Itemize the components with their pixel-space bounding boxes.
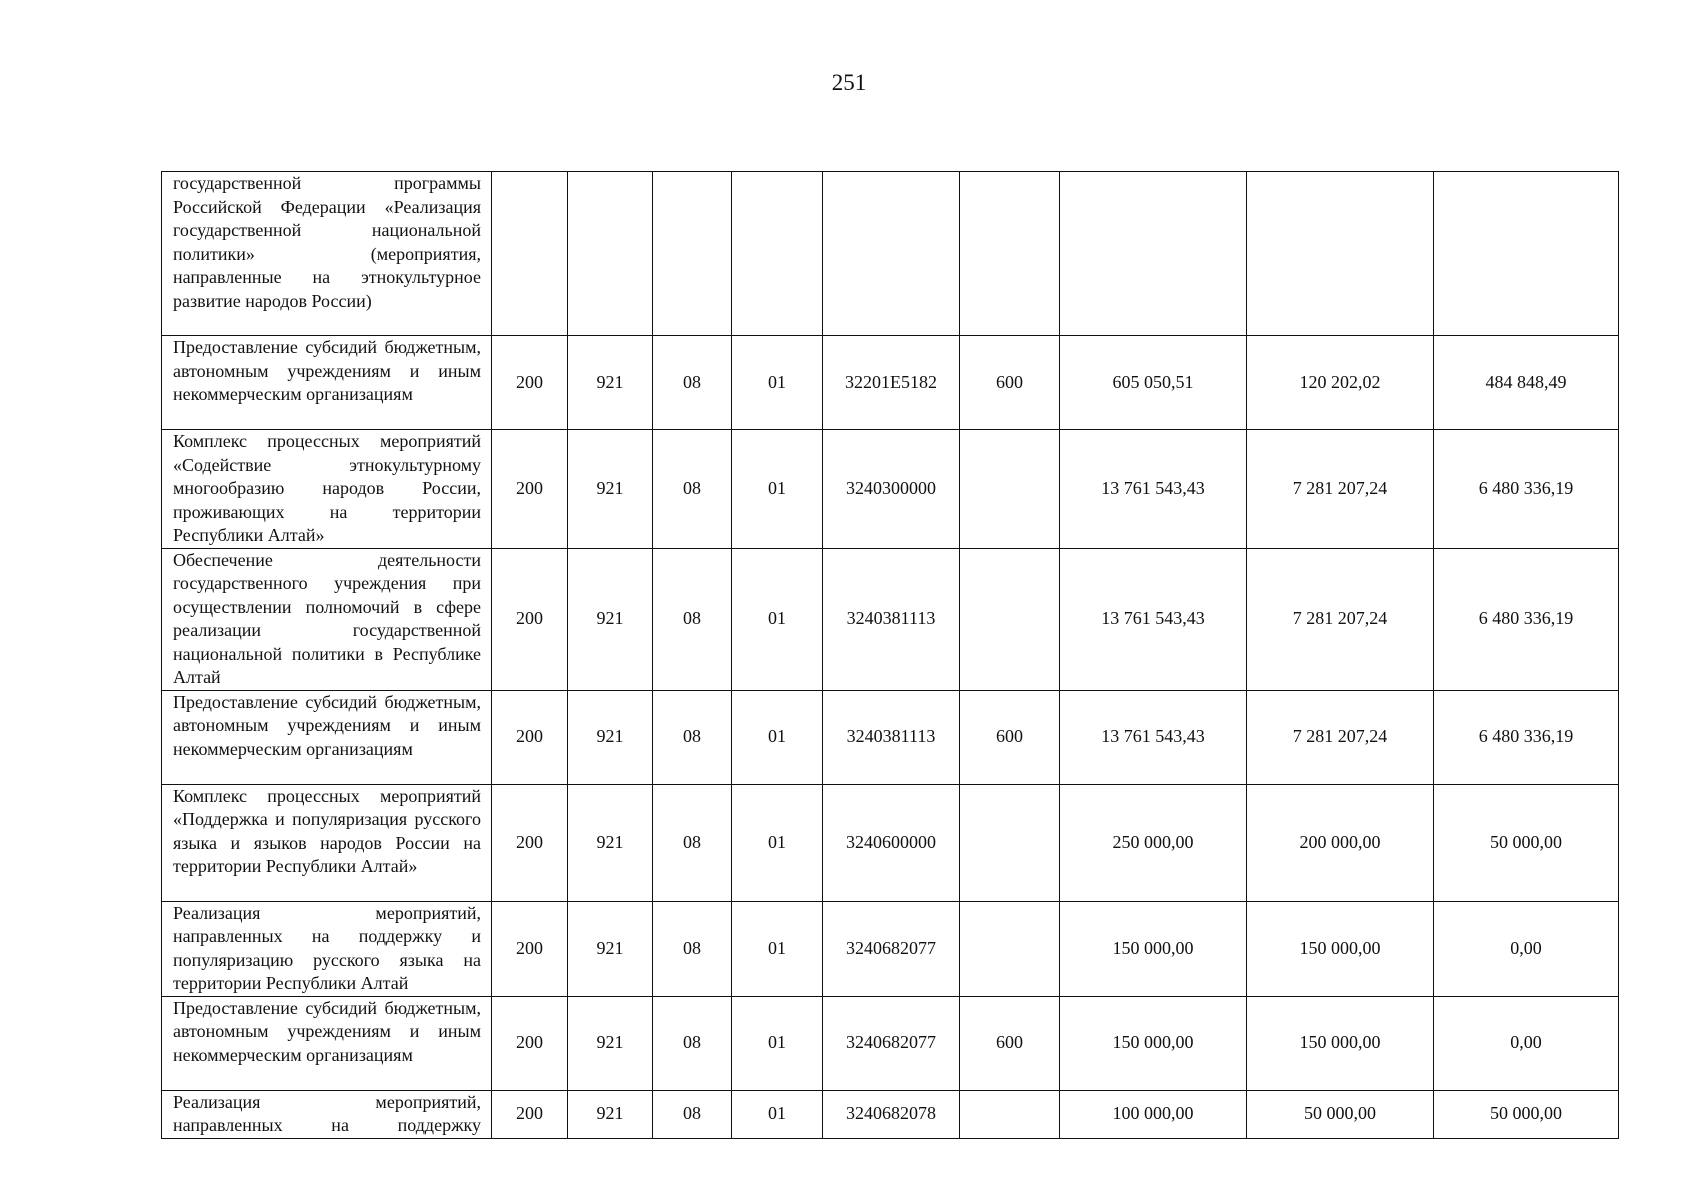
amount-cell: 50 000,00 xyxy=(1434,784,1619,901)
amount-cell: 13 761 543,43 xyxy=(1060,690,1247,784)
amount-cell: 6 480 336,19 xyxy=(1434,430,1619,549)
page-number: 251 xyxy=(831,70,867,95)
code-cell: 08 xyxy=(653,336,732,430)
amount-cell: 605 050,51 xyxy=(1060,336,1247,430)
code-cell: 3240300000 xyxy=(823,430,960,549)
amount-cell: 6 480 336,19 xyxy=(1434,690,1619,784)
code-cell: 08 xyxy=(653,548,732,690)
amount-cell xyxy=(1060,172,1247,336)
row-description: Предоставление субсидий бюджетным, автономным учреждениям и иным некоммерческим организациям xyxy=(162,336,492,430)
code-cell: 08 xyxy=(653,996,732,1090)
code-cell xyxy=(568,172,653,336)
code-cell: 3240682078 xyxy=(823,1090,960,1138)
code-cell: 921 xyxy=(568,901,653,996)
amount-cell: 13 761 543,43 xyxy=(1060,430,1247,549)
code-cell: 08 xyxy=(653,1090,732,1138)
amount-cell: 200 000,00 xyxy=(1247,784,1434,901)
table-row xyxy=(162,784,1619,901)
amount-cell: 100 000,00 xyxy=(1060,1090,1247,1138)
code-cell: 200 xyxy=(492,690,568,784)
amount-cell xyxy=(1247,172,1434,336)
code-cell: 01 xyxy=(732,1090,823,1138)
code-cell: 08 xyxy=(653,690,732,784)
table-row xyxy=(162,430,1619,549)
table-row xyxy=(162,336,1619,430)
amount-cell: 50 000,00 xyxy=(1247,1090,1434,1138)
code-cell: 921 xyxy=(568,430,653,549)
amount-cell: 7 281 207,24 xyxy=(1247,690,1434,784)
row-description: Комплекс процессных мероприятий «Содействие этнокультурному многообразию народов России, проживающих на территории Республики Алтай» xyxy=(162,430,492,549)
table-row xyxy=(162,1090,1619,1138)
code-cell xyxy=(960,548,1060,690)
row-description: Реализация мероприятий, направленных на поддержку xyxy=(162,1090,492,1138)
code-cell xyxy=(653,172,732,336)
code-cell: 08 xyxy=(653,430,732,549)
code-cell: 921 xyxy=(568,336,653,430)
row-description: государственной программы Российской Федерации «Реализация государственной национальной политики» (мероприятия, направленные на этнокультурное развитие народов России) xyxy=(162,172,492,336)
code-cell xyxy=(732,172,823,336)
code-cell xyxy=(960,784,1060,901)
code-cell: 200 xyxy=(492,996,568,1090)
amount-cell: 0,00 xyxy=(1434,996,1619,1090)
amount-cell xyxy=(1434,172,1619,336)
code-cell xyxy=(823,172,960,336)
code-cell: 200 xyxy=(492,548,568,690)
code-cell: 921 xyxy=(568,996,653,1090)
row-description: Предоставление субсидий бюджетным, автономным учреждениям и иным некоммерческим организациям xyxy=(162,690,492,784)
code-cell: 921 xyxy=(568,784,653,901)
amount-cell: 0,00 xyxy=(1434,901,1619,996)
code-cell: 200 xyxy=(492,430,568,549)
code-cell: 3240682077 xyxy=(823,901,960,996)
code-cell: 921 xyxy=(568,1090,653,1138)
code-cell: 32201E5182 xyxy=(823,336,960,430)
amount-cell: 150 000,00 xyxy=(1247,901,1434,996)
code-cell: 3240600000 xyxy=(823,784,960,901)
code-cell: 600 xyxy=(960,996,1060,1090)
amount-cell: 150 000,00 xyxy=(1060,996,1247,1090)
code-cell: 01 xyxy=(732,548,823,690)
row-description: Обеспечение деятельности государственного учреждения при осуществлении полномочий в сфере реализации государственной национальной политики в Республике Алтай xyxy=(162,548,492,690)
code-cell: 01 xyxy=(732,690,823,784)
code-cell: 921 xyxy=(568,548,653,690)
row-description: Комплекс процессных мероприятий «Поддержка и популяризация русского языка и языков народов России на территории Республики Алтай» xyxy=(162,784,492,901)
code-cell xyxy=(492,172,568,336)
table-row xyxy=(162,690,1619,784)
code-cell: 3240682077 xyxy=(823,996,960,1090)
table-row xyxy=(162,172,1619,336)
code-cell: 600 xyxy=(960,336,1060,430)
code-cell: 08 xyxy=(653,784,732,901)
code-cell: 01 xyxy=(732,996,823,1090)
amount-cell: 50 000,00 xyxy=(1434,1090,1619,1138)
amount-cell: 7 281 207,24 xyxy=(1247,548,1434,690)
code-cell: 01 xyxy=(732,901,823,996)
code-cell: 3240381113 xyxy=(823,548,960,690)
amount-cell: 484 848,49 xyxy=(1434,336,1619,430)
code-cell: 200 xyxy=(492,1090,568,1138)
code-cell: 200 xyxy=(492,336,568,430)
table-row xyxy=(162,548,1619,690)
code-cell: 200 xyxy=(492,901,568,996)
table-row xyxy=(162,901,1619,996)
amount-cell: 250 000,00 xyxy=(1060,784,1247,901)
code-cell: 01 xyxy=(732,430,823,549)
amount-cell: 150 000,00 xyxy=(1247,996,1434,1090)
code-cell: 200 xyxy=(492,784,568,901)
code-cell: 3240381113 xyxy=(823,690,960,784)
code-cell xyxy=(960,172,1060,336)
code-cell: 01 xyxy=(732,336,823,430)
amount-cell: 6 480 336,19 xyxy=(1434,548,1619,690)
amount-cell: 7 281 207,24 xyxy=(1247,430,1434,549)
amount-cell: 150 000,00 xyxy=(1060,901,1247,996)
budget-table xyxy=(161,171,1619,1139)
code-cell xyxy=(960,1090,1060,1138)
code-cell xyxy=(960,430,1060,549)
code-cell: 08 xyxy=(653,901,732,996)
amount-cell: 120 202,02 xyxy=(1247,336,1434,430)
code-cell: 01 xyxy=(732,784,823,901)
table-row xyxy=(162,996,1619,1090)
code-cell: 600 xyxy=(960,690,1060,784)
code-cell xyxy=(960,901,1060,996)
amount-cell: 13 761 543,43 xyxy=(1060,548,1247,690)
row-description: Реализация мероприятий, направленных на поддержку и популяризацию русского языка на территории Республики Алтай xyxy=(162,901,492,996)
row-description: Предоставление субсидий бюджетным, автономным учреждениям и иным некоммерческим организациям xyxy=(162,996,492,1090)
code-cell: 921 xyxy=(568,690,653,784)
